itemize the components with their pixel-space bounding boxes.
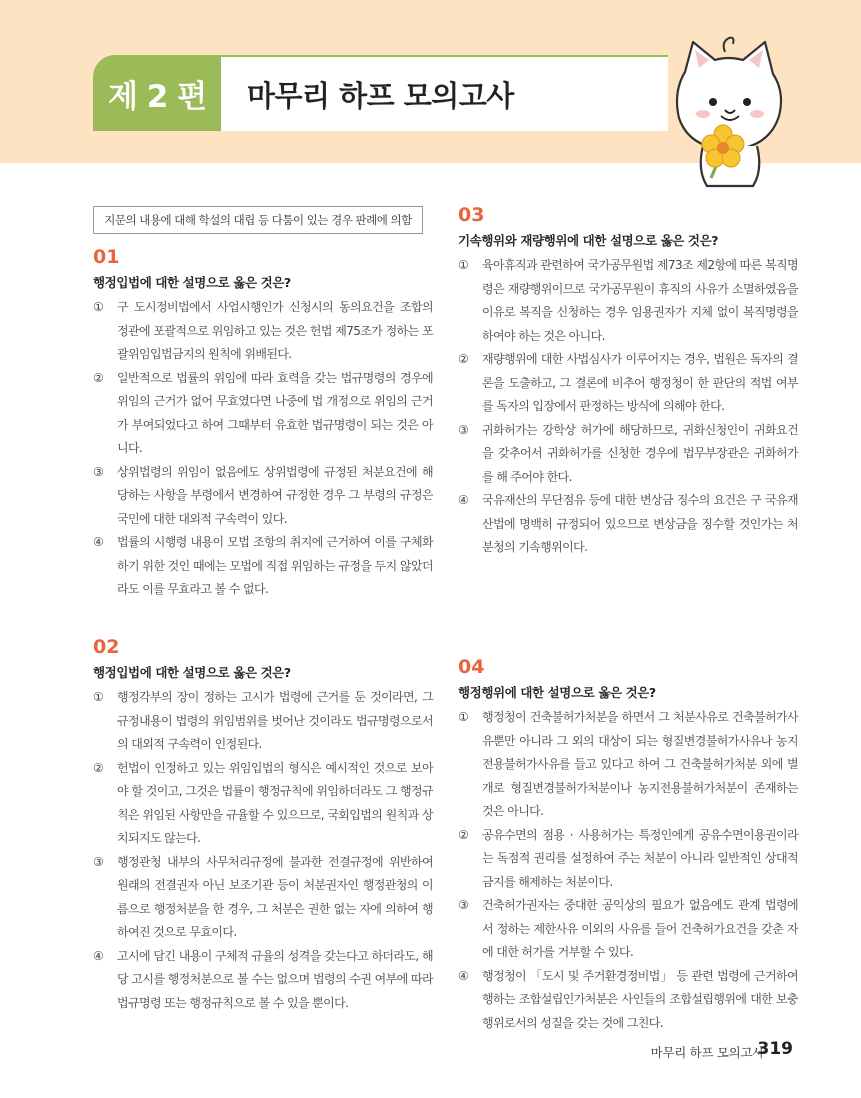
- option-mark: ③: [93, 464, 104, 479]
- option: [93, 531, 433, 602]
- question-03: [458, 204, 798, 560]
- option: [93, 296, 433, 367]
- question-stem: 행정행위에 대한 설명으로 옳은 것은?: [458, 685, 656, 700]
- question-02: [93, 636, 433, 1015]
- question-04: [458, 656, 798, 1035]
- cat-mascot-icon: [663, 30, 793, 190]
- option-text: 일반적으로 법률의 위임에 따라 효력을 갖는 법규명령의 경우에 위임의 근거가 없어 무효였다면 나중에 법 개정으로 위임의 근거가 부여되었다고 하여 그때부터 유효한 법규명령이 되는 것은 아니다.: [117, 370, 433, 455]
- option-text: 행정각부의 장이 정하는 고시가 법령에 근거를 둔 것이라면, 그 규정내용이 법령의 위임범위를 벗어난 것이라도 법규명령으로서의 대외적 구속력이 인정된다.: [117, 690, 433, 751]
- option-mark: ①: [458, 258, 469, 272]
- option: [458, 965, 798, 1036]
- option: [458, 419, 798, 490]
- option-text: 법률의 시행령 내용이 모법 조항의 취지에 근거하여 이를 구체화하기 위한 것인 때에는 모법에 직접 위임하는 규정을 두지 않았더라도 이를 무효라고 볼 수 없다.: [117, 535, 433, 596]
- question-stem: 기속행위와 재량행위에 대한 설명으로 옳은 것은?: [458, 233, 719, 248]
- option-text: 재량행위에 대한 사법심사가 이루어지는 경우, 법원은 독자의 결론을 도출하고, 그 결론에 비추어 행정청이 한 판단의 적법 여부를 독자의 입장에서 판정하는 방식에 의해야 한다.: [482, 352, 798, 413]
- option-mark: ③: [458, 422, 469, 437]
- option-text: 행정관청 내부의 사무처리규정에 불과한 전결규정에 위반하여 원래의 전결권자 아닌 보조기관 등이 처분권자인 행정관청의 이름으로 행정처분을 한 경우, 그 처분은 권한 없는 자에 의하여 행하여진 것으로 무효이다.: [117, 854, 433, 939]
- part-label: 제 2 편: [93, 55, 221, 131]
- option-text: 건축허가권자는 중대한 공익상의 필요가 없음에도 관계 법령에서 정하는 제한사유 이외의 사유를 들어 건축허가요건을 갖춘 자에 대한 허가를 거부할 수 있다.: [482, 898, 798, 959]
- option: [458, 824, 798, 895]
- option: [458, 254, 798, 348]
- option: [93, 367, 433, 461]
- option-mark: ②: [458, 827, 469, 842]
- page-number: 319: [757, 1039, 793, 1059]
- option-text: 귀화허가는 강학상 허가에 해당하므로, 귀화신청인이 귀화요건을 갖추어서 귀화허가를 신청한 경우에 법무부장관은 귀화허가를 해 주어야 한다.: [482, 422, 798, 484]
- option-text: 헌법이 인정하고 있는 위임입법의 형식은 예시적인 것으로 보아야 할 것이고, 그것은 법률이 행정규칙에 위임하더라도 그 행정규칙은 위임된 사항만을 규율할 수 있으므로, 국회입법의 원칙과 상치되지도 않는다.: [117, 760, 433, 845]
- option-mark: ④: [458, 493, 469, 507]
- option-text: 국유재산의 무단점유 등에 대한 변상금 징수의 요건은 구 국유재산법에 명백히 규정되어 있으므로 변상금을 징수할 것인가는 처분청의 기속행위이다.: [482, 493, 798, 554]
- option-mark: ④: [93, 948, 104, 963]
- option: [93, 461, 433, 532]
- option-mark: ②: [458, 352, 469, 366]
- option-text: 공유수면의 점용 · 사용허가는 특정인에게 공유수면이용권이라는 독점적 권리를 설정하여 주는 처분이 아니라 일반적인 상대적 금지를 해제하는 처분이다.: [482, 827, 798, 889]
- option: [458, 706, 798, 824]
- option: [93, 757, 433, 851]
- question-number: 03: [458, 204, 485, 226]
- option-mark: ③: [458, 898, 469, 912]
- option-mark: ①: [458, 710, 469, 724]
- option-mark: ④: [93, 535, 104, 549]
- option-text: 육아휴직과 관련하여 국가공무원법 제73조 제2항에 따른 복직명령은 재량행위이므로 국가공무원이 휴직의 사유가 소멸하였음을 이유로 복직을 신청하는 경우 임용권자가 지체 없이 복직명령을 하여야 하는 것은 아니다.: [482, 258, 798, 343]
- option-mark: ④: [458, 968, 469, 983]
- option-text: 행정청이 건축불허가처분을 하면서 그 처분사유로 건축불허가사유뿐만 아니라 그 외의 대상이 되는 형질변경불허가사유나 농지전용불허가사유를 들고 있다고 하여 그 건축불허가처분 외에 별개로 형질변경불허가처분이나 농지전용불허가처분이 존재하는 것은 아니다.: [482, 710, 798, 818]
- option: [458, 894, 798, 965]
- option: [458, 489, 798, 560]
- option-text: 고시에 담긴 내용이 구체적 규율의 성격을 갖는다고 하더라도, 해당 고시를 행정처분으로 볼 수는 없으며 법령의 수권 여부에 따라 법규명령 또는 행정규칙으로 볼 수 있을 뿐이다.: [117, 948, 433, 1010]
- option-text: 행정청이 「도시 및 주거환경정비법」 등 관련 법령에 근거하여 행하는 조합설립인가처분은 사인들의 조합설립행위에 대한 보충행위로서의 성질을 갖는 것에 그친다.: [482, 968, 798, 1030]
- option-text: 구 도시정비법에서 사업시행인가 신청시의 동의요건을 조합의 정관에 포괄적으로 위임하고 있는 것은 헌법 제75조가 정하는 포괄위임입법금지의 원칙에 위배된다.: [117, 300, 433, 361]
- question-stem: 행정입법에 대한 설명으로 옳은 것은?: [93, 275, 291, 290]
- question-stem: 행정입법에 대한 설명으로 옳은 것은?: [93, 665, 291, 680]
- option-mark: ③: [93, 854, 104, 869]
- option-mark: ①: [93, 300, 104, 314]
- option: [458, 348, 798, 419]
- question-number: 01: [93, 246, 120, 268]
- option: [93, 945, 433, 1016]
- question-number: 04: [458, 656, 485, 678]
- notice-box: 지문의 내용에 대해 학설의 대립 등 다툼이 있는 경우 판례에 의함: [93, 206, 423, 234]
- option-mark: ①: [93, 690, 104, 704]
- option-text: 상위법령의 위임이 없음에도 상위법령에 규정된 처분요건에 해당하는 사항을 부령에서 변경하여 규정한 경우 그 부령의 규정은 국민에 대한 대외적 구속력이 있다.: [117, 464, 433, 526]
- page-title: 마무리 하프 모의고사: [247, 79, 514, 113]
- footer-section-label: 마무리 하프 모의고사: [650, 1045, 764, 1060]
- option: [93, 851, 433, 945]
- title-box: [221, 55, 668, 131]
- question-01: [93, 246, 433, 602]
- question-number: 02: [93, 636, 120, 658]
- option-mark: ②: [93, 370, 104, 385]
- option-mark: ②: [93, 760, 104, 775]
- option: [93, 686, 433, 757]
